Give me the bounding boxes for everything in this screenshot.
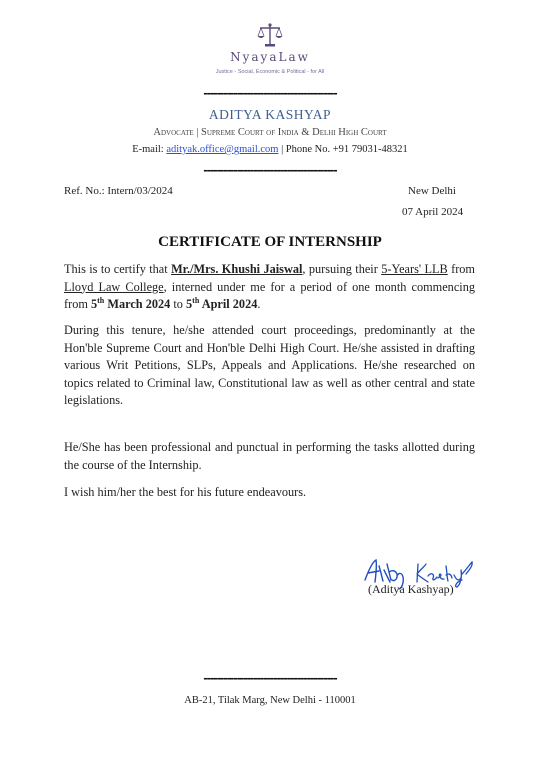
certificate-title: CERTIFICATE OF INTERNSHIP: [158, 234, 382, 250]
paragraph-tenure: During this tenure, he/she attended court proceedings, predominantly at the Hon'ble Supreme Court and Hon'ble Delhi High Court. He/she assisted in drafting various Writ Petitions, SLPs, Appeals and Applications. He/she researched on topics related to Criminal law, Constitutional law as well as other central and state legislations.: [64, 323, 475, 407]
header-separator-top: ----------------------------------------: [203, 88, 337, 98]
phone-label: | Phone No.: [281, 144, 331, 155]
advocate-title: Advocate | Supreme Court of India & Delhi High Court: [153, 127, 387, 138]
paragraph-wishes: I wish him/her the best for his future endeavours.: [64, 485, 307, 499]
brand-tagline: Justice - Social, Economic & Political - for All: [215, 69, 325, 75]
intern-name: Mr./Mrs. Khushi Jaiswal: [171, 262, 303, 276]
reference-number: Ref. No.: Intern/03/2024: [64, 185, 173, 197]
college-name: Lloyd Law College: [64, 279, 164, 294]
footer-separator: ----------------------------------------: [203, 673, 337, 683]
scales-of-justice-icon: [256, 22, 284, 48]
contact-line: [0, 144, 540, 155]
footer-address: AB-21, Tilak Marg, New Delhi - 110001: [184, 695, 356, 706]
signatory-name: (Aditya Kashyap): [368, 582, 454, 596]
issue-date: 07 April 2024: [402, 206, 464, 218]
email-label: E-mail:: [132, 144, 164, 155]
header-separator-bottom: ----------------------------------------: [203, 165, 337, 175]
place: New Delhi: [408, 185, 456, 197]
end-date: 5th April 2024: [186, 295, 258, 311]
course-name: 5-Years' LLB: [381, 262, 448, 276]
start-date: 5th March 2024: [90, 295, 171, 311]
brand-name: NyayaLaw: [230, 50, 310, 64]
advocate-name: ADITYA KASHYAP: [208, 107, 332, 122]
paragraph-certify: This is to certify that Mr./Mrs. Khushi Jaiswal, pursuing their 5-Years' LLB from Lloyd Law College, interned under me for a period of one month commencing from 5th March 2024 to 5th April 2024.: [64, 262, 476, 311]
phone-number: +91 79031-48321: [332, 144, 408, 155]
email-link[interactable]: adityak.office@gmail.com: [166, 144, 279, 155]
paragraph-professional: He/She has been professional and punctual in performing the tasks allotted during the course of the Internship.: [64, 440, 475, 472]
